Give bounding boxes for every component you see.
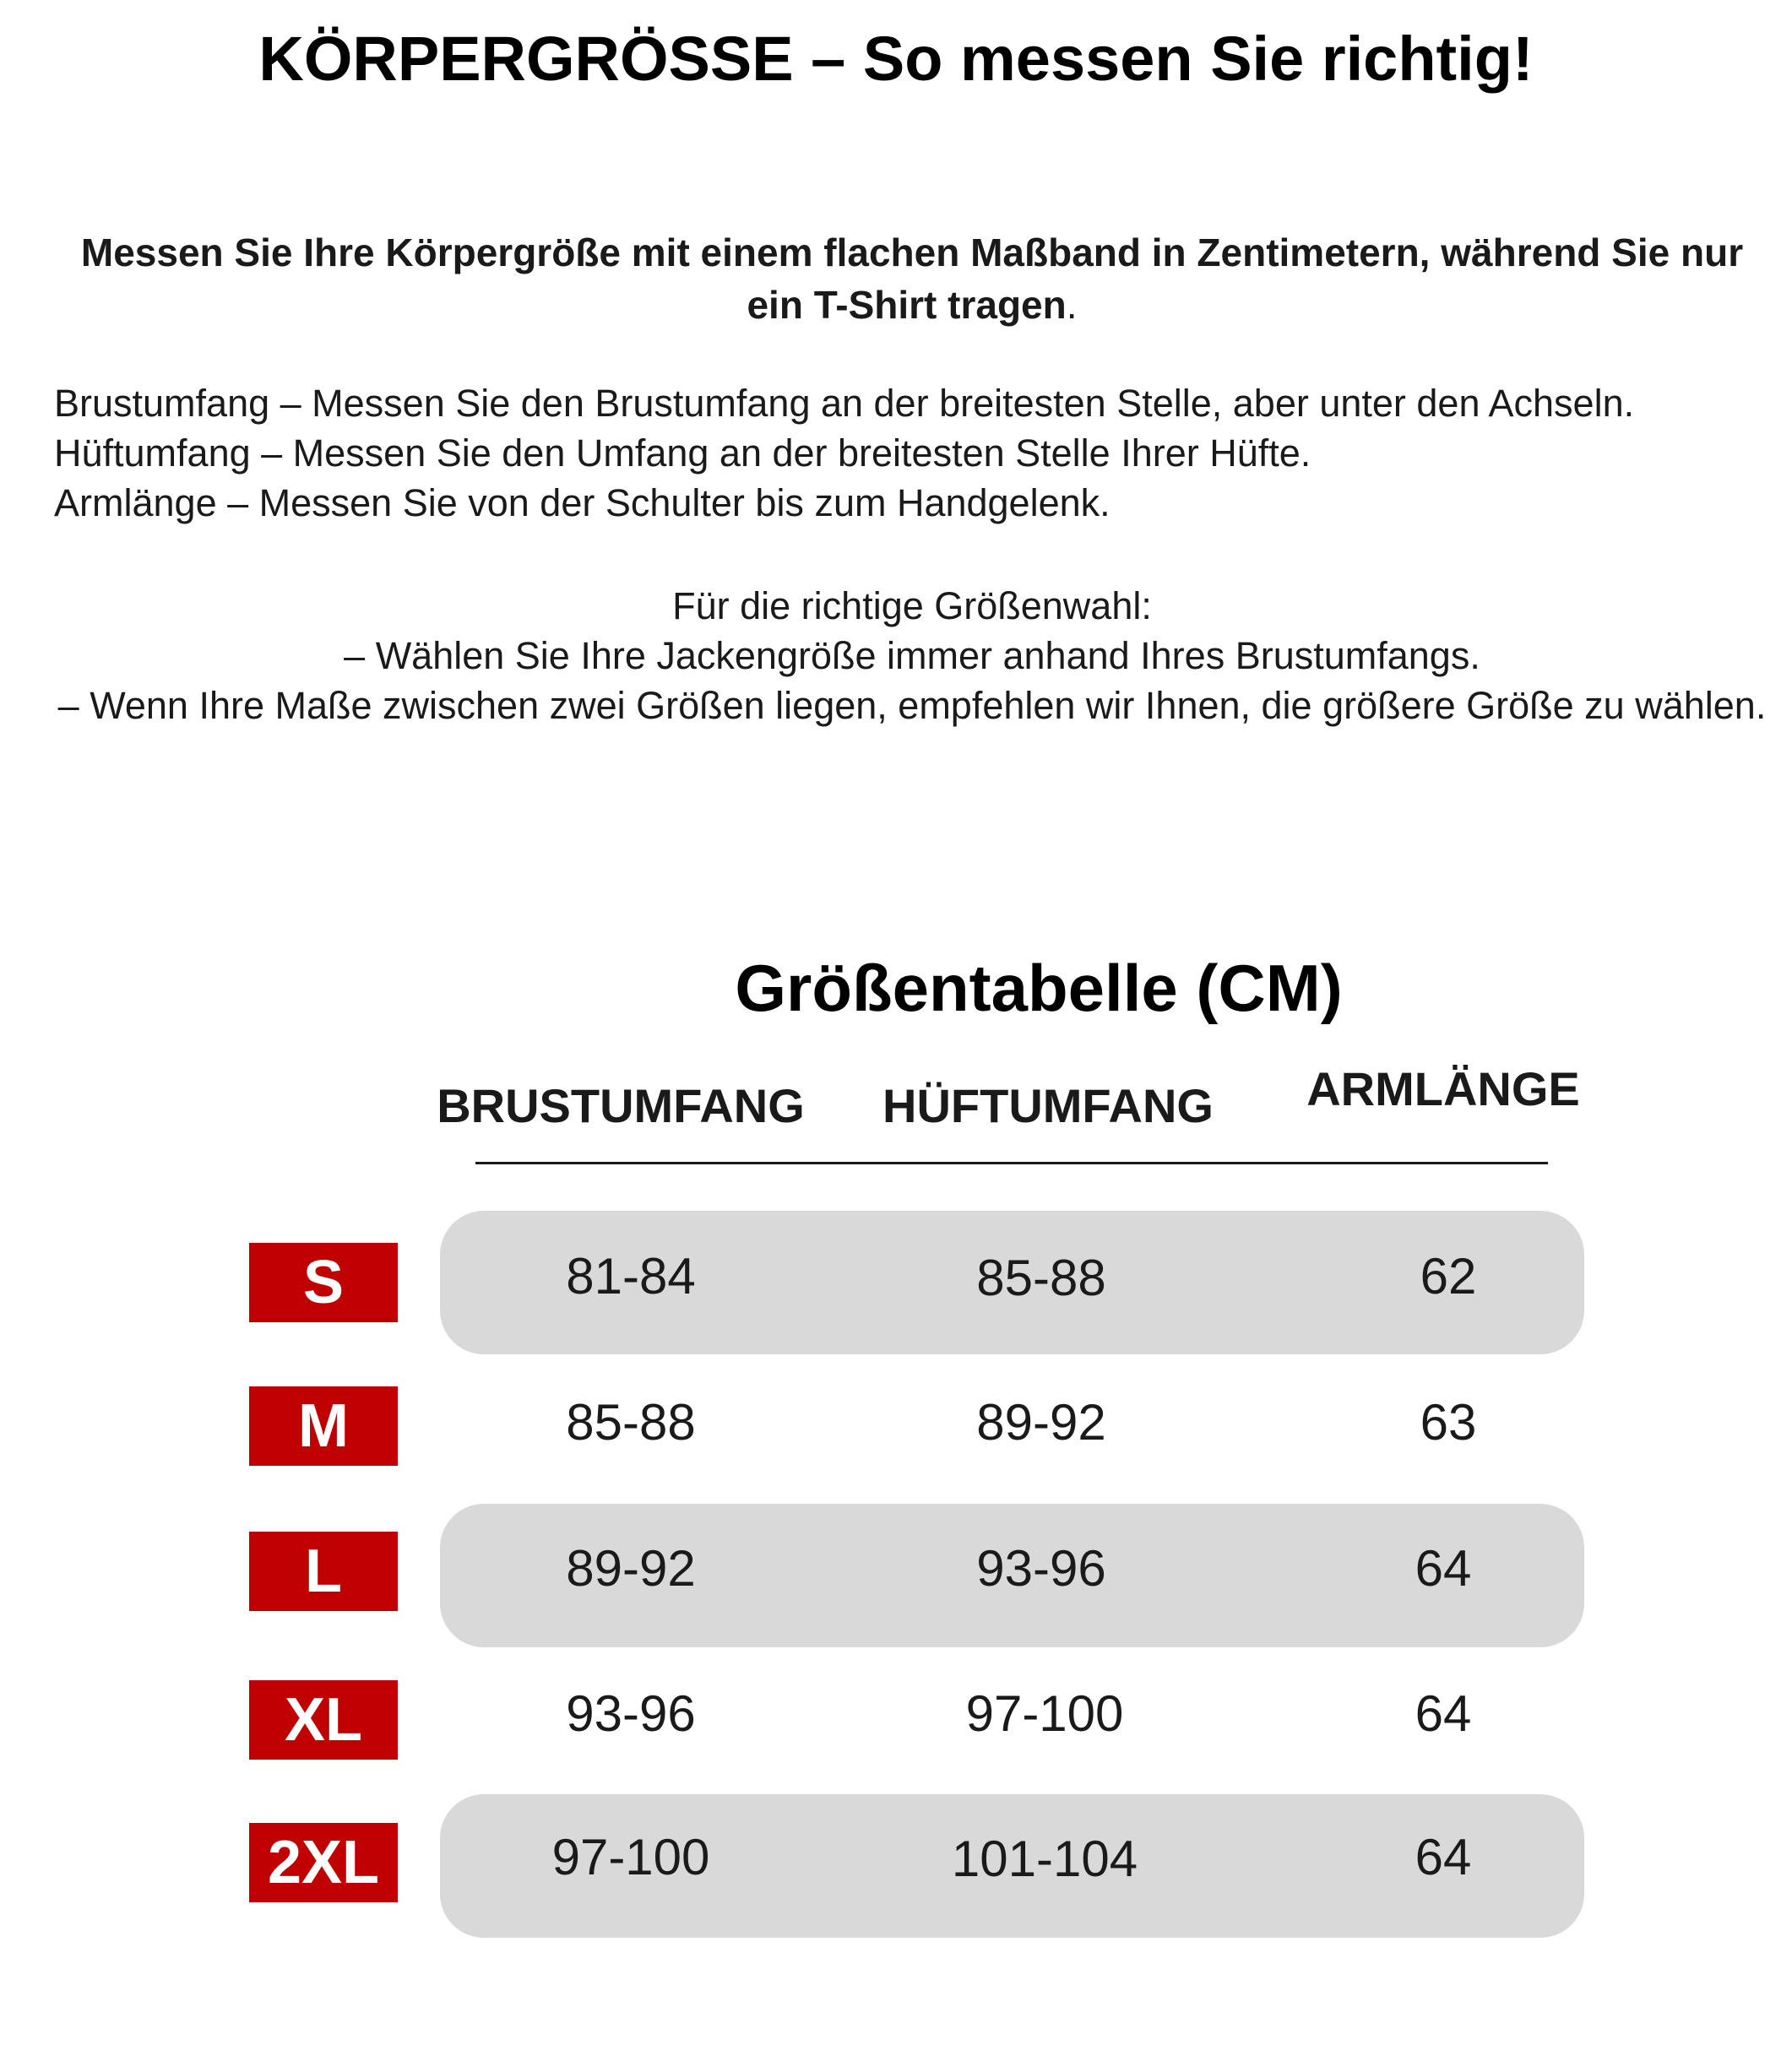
size-badge-2xl: 2XL <box>249 1823 398 1902</box>
advice-item: – Wählen Sie Ihre Jackengröße immer anhand Ihres Brustumfangs. <box>344 634 1480 677</box>
advice-item: – Wenn Ihre Maße zwischen zwei Größen liegen, empfehlen wir Ihnen, die größere Größe zu wählen. <box>57 684 1767 727</box>
size-badge-m: M <box>249 1386 398 1466</box>
size-advice <box>51 581 1773 730</box>
cell-hip: 85-88 <box>976 1250 1106 1306</box>
measure-chest: Brustumfang – Messen Sie den Brustumfang an der breitesten Stelle, aber unter den Achseln. <box>54 382 1635 425</box>
page-title: KÖRPERGRÖSSE – So messen Sie richtig! <box>258 24 1534 94</box>
size-badge-xl: XL <box>249 1680 398 1760</box>
cell-chest: 89-92 <box>566 1540 696 1597</box>
column-header-chest: BRUSTUMFANG <box>437 1079 805 1132</box>
cell-hip: 101-104 <box>951 1831 1138 1887</box>
intro-trailing: . <box>1066 283 1078 327</box>
measure-hip: Hüftumfang – Messen Sie den Umfang an der breitesten Stelle Ihrer Hüfte. <box>54 431 1311 475</box>
column-header-arm: ARMLÄNGE <box>1306 1062 1580 1115</box>
cell-arm: 64 <box>1415 1540 1472 1597</box>
column-header-hip: HÜFTUMFANG <box>882 1079 1214 1132</box>
intro-text <box>51 226 1773 331</box>
measure-arm: Armlänge – Messen Sie von der Schulter bis zum Handgelenk. <box>54 481 1110 524</box>
size-badge-l: L <box>249 1532 398 1611</box>
cell-arm: 63 <box>1420 1394 1477 1451</box>
intro-bold-text: Messen Sie Ihre Körpergröße mit einem flachen Maßband in Zentimetern, während Sie nur ein T-Shirt tragen <box>80 231 1744 327</box>
cell-chest: 97-100 <box>551 1829 710 1885</box>
cell-arm: 62 <box>1420 1248 1477 1305</box>
header-divider <box>475 1162 1548 1164</box>
cell-hip: 89-92 <box>976 1394 1106 1451</box>
cell-arm: 64 <box>1415 1685 1472 1742</box>
measurement-instructions <box>54 378 1777 528</box>
cell-chest: 85-88 <box>566 1394 696 1451</box>
cell-chest: 81-84 <box>566 1248 696 1305</box>
cell-hip: 97-100 <box>965 1685 1124 1742</box>
cell-arm: 64 <box>1415 1829 1472 1885</box>
size-badge-s: S <box>249 1243 398 1322</box>
cell-hip: 93-96 <box>976 1540 1106 1597</box>
size-table-title: Größentabelle (CM) <box>735 951 1343 1025</box>
advice-heading: Für die richtige Größenwahl: <box>672 584 1152 627</box>
cell-chest: 93-96 <box>566 1685 696 1742</box>
